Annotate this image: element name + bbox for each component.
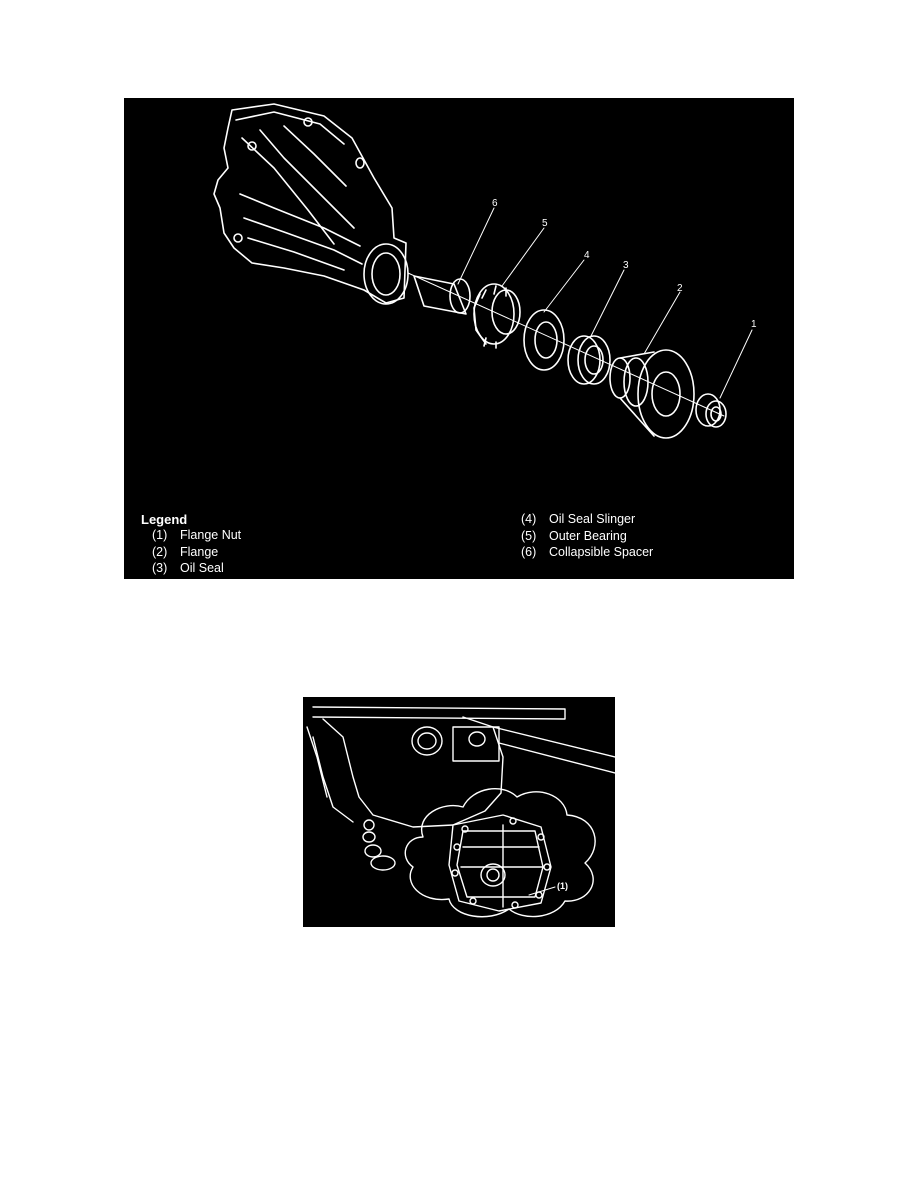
exploded-view-drawing	[124, 98, 794, 579]
callout-4: 4	[584, 250, 590, 261]
legend-column-right	[521, 512, 653, 562]
oil-seal-slinger	[524, 310, 564, 370]
flange	[610, 350, 694, 438]
exploded-view-figure	[124, 98, 794, 579]
collapsible-spacer	[414, 276, 470, 314]
assembly-axis-line	[408, 273, 724, 416]
callout-2: 2	[677, 283, 683, 294]
callout-3: 3	[623, 260, 629, 271]
callout-6: 6	[492, 198, 498, 209]
legend-item: (5) Outer Bearing	[521, 528, 627, 543]
callout-1: (1)	[557, 881, 568, 891]
flange-nut	[696, 394, 726, 427]
differential-underside-drawing	[303, 697, 615, 927]
legend-item: (2) Flange	[152, 544, 219, 559]
legend-item: (4) Oil Seal Slinger	[521, 512, 636, 526]
legend-item: (6) Collapsible Spacer	[521, 545, 654, 559]
callout-5: 5	[542, 218, 548, 229]
oil-seal	[568, 336, 610, 384]
legend-column-left	[152, 528, 241, 578]
legend-title: Legend	[141, 512, 188, 527]
legend-item: (1) Flange Nut	[152, 528, 242, 542]
callout-1: 1	[751, 319, 757, 330]
outer-bearing	[474, 284, 520, 348]
differential-underside-figure	[303, 697, 615, 927]
differential-housing	[214, 104, 408, 304]
legend-item: (3) Oil Seal	[152, 561, 224, 575]
